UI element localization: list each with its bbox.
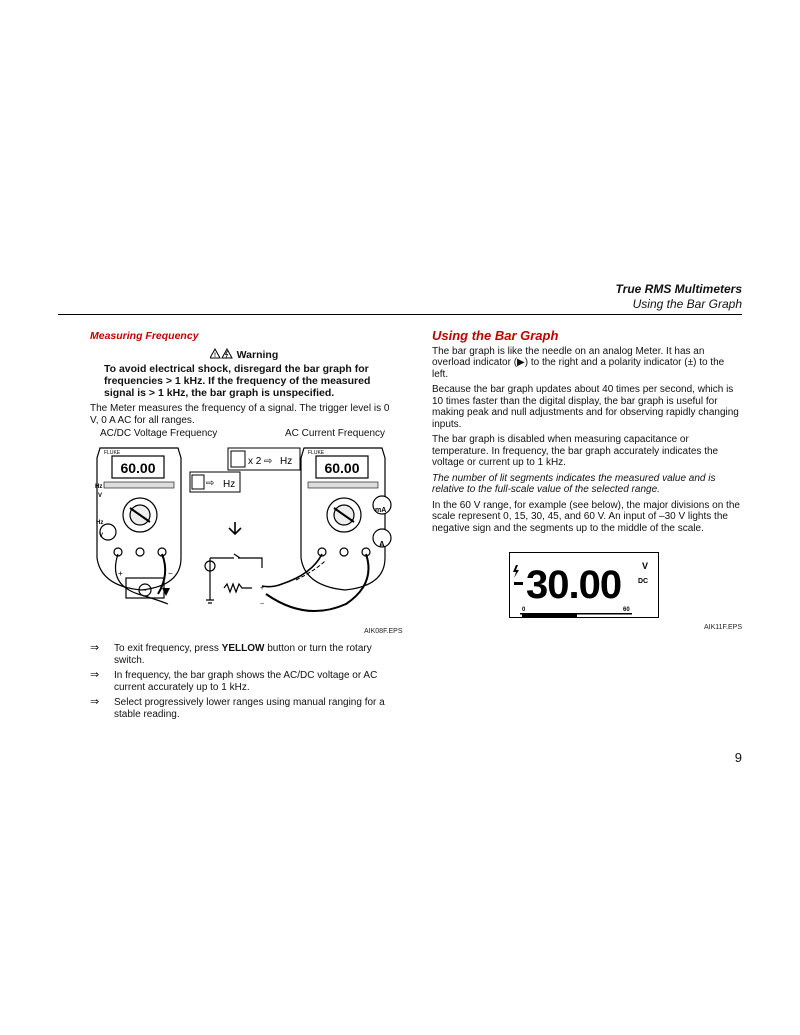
svg-text:!: ! <box>213 352 216 359</box>
hz-tilde-knob-label: Hz <box>96 520 104 526</box>
lightning-warning-icon <box>513 565 519 578</box>
circuit-plus: + <box>260 585 265 592</box>
figure-caption-current: AC Current Frequency <box>285 428 386 439</box>
x2-arrow: ⇨ <box>264 456 273 467</box>
left-meter-reading: 60.00 <box>120 460 156 476</box>
ac-source-symbol: ~ <box>142 586 147 595</box>
list-item <box>90 670 400 693</box>
bullet-arrow-icon: ⇒ <box>90 669 100 681</box>
right-column <box>432 330 742 538</box>
list-item-text: Select progressively lower ranges using manual ranging for a stable reading. <box>114 697 385 720</box>
lcd-display-drawing <box>510 553 658 617</box>
figure-file-id-right: AIK11F.EPS <box>704 624 743 631</box>
bar-graph-para-5: In the 60 V range, for example (see below), the major divisions on the scale represent 0, 15, 30, 45, and 60 V. An input of –30 V lights the negative sign and the segments up to the middle of the scale. <box>432 499 740 534</box>
lcd-unit-dc: DC <box>638 578 649 585</box>
bar-graph-para-3: The bar graph is disabled when measuring capacitance or temperature. In frequency, the bar graph accurately indicates the voltage or current up to 1 kHz. <box>432 434 719 468</box>
figure-caption-voltage: AC/DC Voltage Frequency <box>100 428 218 439</box>
left-minus-sign: − <box>168 569 173 578</box>
running-header-title: True RMS Multimeters <box>615 282 742 296</box>
circuit-diagram <box>205 522 265 603</box>
ma-knob-label: mA <box>375 507 387 514</box>
a-knob-label: A <box>379 540 385 549</box>
left-plus-sign: + <box>118 569 123 578</box>
bar-graph-para-1: The bar graph is like the needle on an analog Meter. It has an overload indicator (▶) to the right and a polarity indicator (±) to the left. <box>432 345 725 380</box>
bullet-arrow-icon: ⇒ <box>90 642 100 654</box>
scale-label-0: 0 <box>522 607 526 613</box>
list-item-text: To exit frequency, press YELLOW button or turn the rotary switch. <box>114 643 372 666</box>
bar-graph-para-4: The number of lit segments indicates the measured value and is relative to the full-scale value of the selected range. <box>432 472 716 495</box>
right-meter-reading: 60.00 <box>324 460 360 476</box>
scale-label-60: 60 <box>623 607 630 613</box>
list-item-text: In frequency, the bar graph shows the AC/DC voltage or AC current accurately up to 1 kHz. <box>114 670 378 693</box>
hz-callout-label: Hz <box>223 479 236 490</box>
left-column <box>90 331 398 430</box>
hz-v-knob-label: Hz <box>95 484 103 490</box>
x2-label: x 2 <box>248 456 262 467</box>
warning-text: To avoid electrical shock, disregard the bar graph for frequencies > 1 kHz. If the frequency of the measured signal is > 1 kHz, the bar graph is unspecified. <box>104 363 371 399</box>
hz-callout-arrow: ⇨ <box>206 478 215 489</box>
right-meter-brand: FLUKE <box>308 450 325 456</box>
x2-hz-label: Hz <box>280 456 293 467</box>
hz-v-knob-label-v: V <box>98 493 103 499</box>
circuit-minus: − <box>260 601 265 608</box>
bar-graph-display-example <box>509 552 659 618</box>
lcd-unit-v: V <box>642 561 649 571</box>
section-heading-bar-graph: Using the Bar Graph <box>432 328 559 343</box>
bullet-arrow-icon: ⇒ <box>90 696 100 708</box>
frequency-measurement-figure <box>90 440 400 620</box>
header-rule <box>58 314 742 315</box>
left-meter-brand: FLUKE <box>104 450 121 456</box>
hz-tilde-knob-label-v: V <box>99 533 104 539</box>
bar-graph-para-2: Because the bar graph updates about 40 times per second, which is 10 times faster than the digital display, the bar graph is useful for making peak and null adjustments and for observing rapidly changing inputs. <box>432 384 739 430</box>
frequency-notes-list <box>90 643 400 724</box>
figure-file-id-left: AIK08F.EPS <box>364 628 403 635</box>
left-ground-arrow <box>162 588 170 596</box>
warning-label: Warning <box>236 348 279 361</box>
running-header-subtitle: Using the Bar Graph <box>632 297 742 311</box>
lcd-value: 30.00 <box>526 563 622 607</box>
warning-heading <box>90 348 398 362</box>
list-item <box>90 643 400 666</box>
frequency-intro: The Meter measures the frequency of a signal. The trigger level is 0 V, 0 A AC for all ranges. <box>90 403 390 426</box>
warning-triangle-icon <box>210 348 234 359</box>
bar-graph-lit-segments <box>522 613 577 617</box>
negative-sign-segment <box>514 582 523 585</box>
section-heading-measuring-frequency: Measuring Frequency <box>90 330 199 342</box>
list-item <box>90 697 400 720</box>
page-number: 9 <box>734 750 742 765</box>
